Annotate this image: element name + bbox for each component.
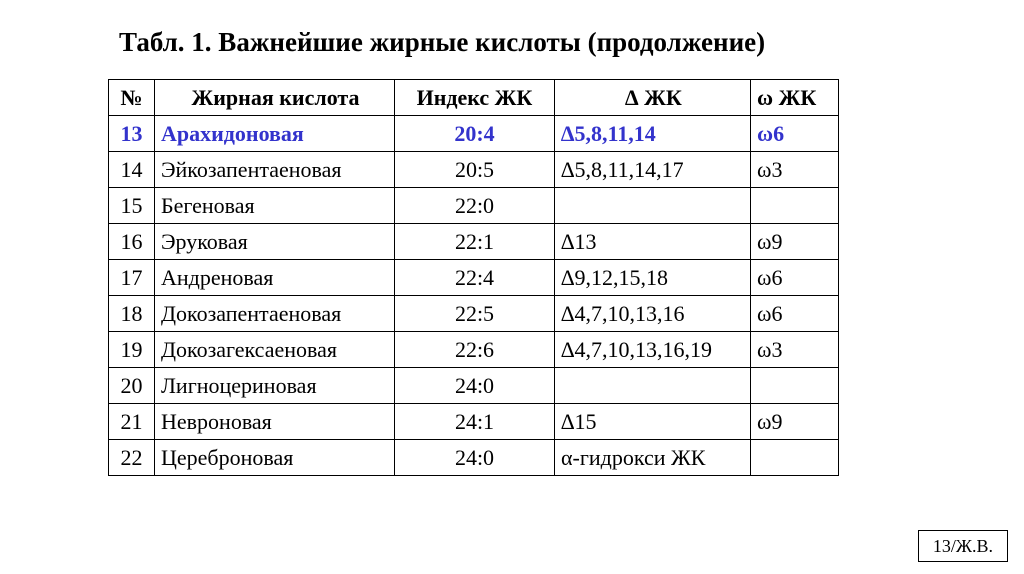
row-num: 18 — [109, 296, 155, 332]
header-index: Индекс ЖК — [395, 80, 555, 116]
row-omega: ω3 — [751, 152, 839, 188]
table-row — [109, 152, 839, 188]
row-num: 21 — [109, 404, 155, 440]
row-num: 14 — [109, 152, 155, 188]
header-name: Жирная кислота — [155, 80, 395, 116]
row-num: 13 — [109, 116, 155, 152]
header-num: № — [109, 80, 155, 116]
row-num: 20 — [109, 368, 155, 404]
row-omega — [751, 440, 839, 476]
row-name: Лигноцериновая — [155, 368, 395, 404]
row-num: 16 — [109, 224, 155, 260]
row-name: Цереброновая — [155, 440, 395, 476]
row-omega: ω9 — [751, 224, 839, 260]
row-index: 24:0 — [395, 368, 555, 404]
table-row — [109, 188, 839, 224]
table-row — [109, 224, 839, 260]
table-row — [109, 440, 839, 476]
row-omega: ω9 — [751, 404, 839, 440]
row-name: Андреновая — [155, 260, 395, 296]
row-index: 22:5 — [395, 296, 555, 332]
row-index: 20:5 — [395, 152, 555, 188]
row-omega — [751, 368, 839, 404]
row-name: Эйкозапентаеновая — [155, 152, 395, 188]
table-row — [109, 368, 839, 404]
row-delta: ∆5,8,11,14,17 — [555, 152, 751, 188]
row-index: 22:6 — [395, 332, 555, 368]
row-delta — [555, 188, 751, 224]
table-header-row — [109, 80, 839, 116]
row-num: 22 — [109, 440, 155, 476]
row-index: 22:0 — [395, 188, 555, 224]
row-delta — [555, 368, 751, 404]
row-delta: ∆13 — [555, 224, 751, 260]
row-index: 22:4 — [395, 260, 555, 296]
row-delta: ∆4,7,10,13,16,19 — [555, 332, 751, 368]
row-index: 22:1 — [395, 224, 555, 260]
table-row — [109, 296, 839, 332]
row-omega: ω6 — [751, 296, 839, 332]
table-row — [109, 332, 839, 368]
slide-title: Табл. 1. Важнейшие жирные кислоты (продолжение) — [119, 27, 766, 57]
row-delta: ∆15 — [555, 404, 751, 440]
page-label: 13/Ж.В. — [918, 530, 1008, 562]
row-num: 19 — [109, 332, 155, 368]
row-omega: ω6 — [751, 116, 839, 152]
row-name: Бегеновая — [155, 188, 395, 224]
row-name: Арахидоновая — [155, 116, 395, 152]
row-name: Докозагексаеновая — [155, 332, 395, 368]
row-delta: ∆5,8,11,14 — [555, 116, 751, 152]
row-name: Эруковая — [155, 224, 395, 260]
header-omega: ω ЖК — [751, 80, 839, 116]
row-delta: ∆4,7,10,13,16 — [555, 296, 751, 332]
row-omega: ω6 — [751, 260, 839, 296]
row-num: 15 — [109, 188, 155, 224]
row-delta: α-гидрокси ЖК — [555, 440, 751, 476]
row-name: Невроновая — [155, 404, 395, 440]
table-row — [109, 404, 839, 440]
table-row — [109, 260, 839, 296]
row-omega — [751, 188, 839, 224]
row-index: 20:4 — [395, 116, 555, 152]
row-num: 17 — [109, 260, 155, 296]
row-omega: ω3 — [751, 332, 839, 368]
row-index: 24:0 — [395, 440, 555, 476]
header-delta: ∆ ЖК — [555, 80, 751, 116]
row-delta: ∆9,12,15,18 — [555, 260, 751, 296]
row-name: Докозапентаеновая — [155, 296, 395, 332]
fatty-acids-table — [108, 79, 839, 476]
row-index: 24:1 — [395, 404, 555, 440]
table-row — [109, 116, 839, 152]
